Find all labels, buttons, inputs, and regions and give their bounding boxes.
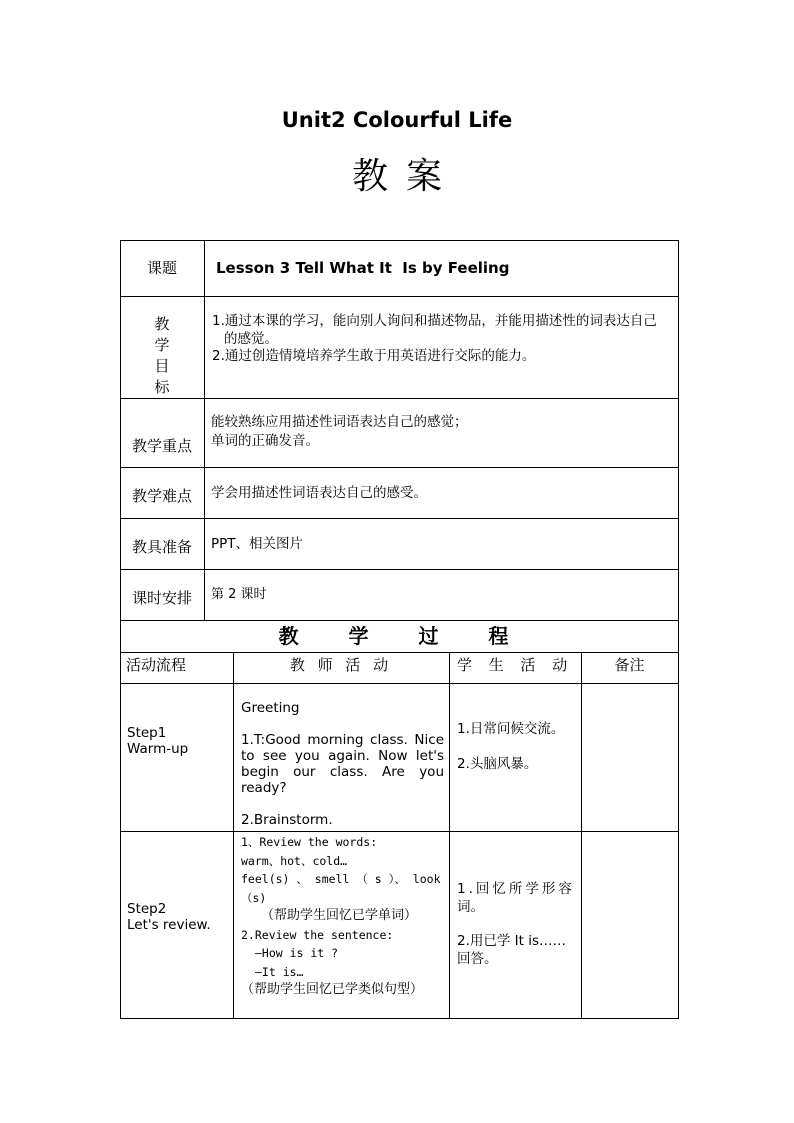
- column-header-teacher: 教 师 活 动: [289, 656, 393, 674]
- key-points-label: 教学重点: [131, 437, 192, 455]
- row-line: [120, 652, 679, 653]
- column-header-flow: 活动流程: [126, 656, 187, 674]
- row-line: [120, 683, 679, 684]
- teacher-item: 2.Brainstorm.: [241, 812, 333, 828]
- student-line: 1.回忆所学形容: [457, 881, 575, 897]
- key-points-text: [211, 413, 671, 451]
- student-line: 词。: [457, 899, 484, 915]
- info-column-divider: [204, 240, 205, 621]
- objectives-text: [212, 313, 674, 366]
- column-header-student: 学 生 活 动: [457, 656, 574, 674]
- teacher-line: （帮助学生回忆已学类似句型）: [241, 982, 424, 997]
- aids-label: 教具准备: [131, 538, 192, 556]
- row-line: [120, 240, 679, 241]
- objectives-label: [120, 314, 204, 398]
- document-title: Unit2 Colourful Life: [281, 108, 513, 132]
- row-line: [120, 831, 679, 832]
- row-line: [120, 569, 679, 570]
- topic-label: 课题: [146, 259, 177, 277]
- step-name: Step2: [127, 901, 167, 917]
- key-point-line: 能较熟练应用描述性词语表达自己的感觉；: [211, 414, 468, 430]
- teacher-line: feel(s) 、 smell （ s ）、 look: [241, 872, 441, 886]
- objective-line: 1.通过本课的学习，能向别人询问和描述物品，并能用描述性的词表达自己: [212, 313, 657, 329]
- step1-label: [127, 725, 231, 757]
- teacher-line: 2.Review the sentence:: [241, 927, 394, 942]
- difficulties-label: 教学难点: [131, 487, 192, 505]
- schedule-label: 课时安排: [131, 589, 192, 607]
- schedule-text: 第 2 课时: [211, 587, 267, 602]
- row-line: [120, 518, 679, 519]
- teacher-line: （帮助学生回忆已学单词）: [261, 908, 418, 923]
- process-divider-3: [581, 652, 582, 1019]
- step-name: Step1: [127, 725, 167, 741]
- row-line: [120, 398, 679, 399]
- step-title: Warm-up: [127, 741, 189, 757]
- row-line: [120, 296, 679, 297]
- teacher-line: warm、hot、cold…: [241, 853, 348, 868]
- document-subtitle: 教案: [351, 156, 460, 197]
- objectives-label-char: 教: [154, 315, 170, 333]
- student-line: 回答。: [457, 951, 498, 967]
- objective-line: 的感觉。: [224, 330, 278, 347]
- step-title: Let's review.: [127, 917, 211, 933]
- objectives-label-char: 学: [154, 336, 170, 354]
- row-line: [120, 620, 679, 621]
- process-divider-1: [233, 652, 234, 1019]
- teacher-line: 1、Review the words:: [241, 835, 378, 849]
- student-line: 2.用已学 It is……: [457, 933, 567, 949]
- step2-student-activity: [457, 880, 579, 968]
- row-line: [120, 467, 679, 468]
- teacher-line: —It is…: [255, 964, 304, 979]
- row-line: [120, 1018, 679, 1019]
- student-item: 1.日常问候交流。: [457, 721, 565, 737]
- topic-value: Lesson 3 Tell What It Is by Feeling: [216, 259, 510, 277]
- aids-text: PPT、相关图片: [211, 536, 304, 552]
- step1-teacher-activity: [241, 700, 444, 828]
- teacher-item: 1.T:Good morning class. Nice to see you again. Now let's begin our class. Are you ready?: [241, 732, 444, 796]
- step2-label: [127, 901, 231, 933]
- objectives-label-char: 目: [154, 357, 170, 375]
- column-header-notes: 备注: [614, 656, 645, 674]
- difficulties-text: 学会用描述性词语表达自己的感受。: [211, 485, 427, 501]
- step1-student-activity: [457, 720, 577, 773]
- step2-teacher-activity: [241, 833, 445, 1000]
- process-heading: 教 学 过 程: [278, 624, 521, 648]
- objective-line: 2.通过创造情境培养学生敢于用英语进行交际的能力。: [212, 348, 536, 364]
- objectives-label-char: 标: [154, 378, 170, 396]
- process-divider-2: [449, 652, 450, 1019]
- key-point-line: 单词的正确发音。: [211, 433, 319, 449]
- teacher-greeting: Greeting: [241, 700, 300, 716]
- teacher-line: —How is it ?: [255, 946, 339, 960]
- student-item: 2.头脑风暴。: [457, 756, 538, 772]
- teacher-line: （s): [241, 890, 267, 905]
